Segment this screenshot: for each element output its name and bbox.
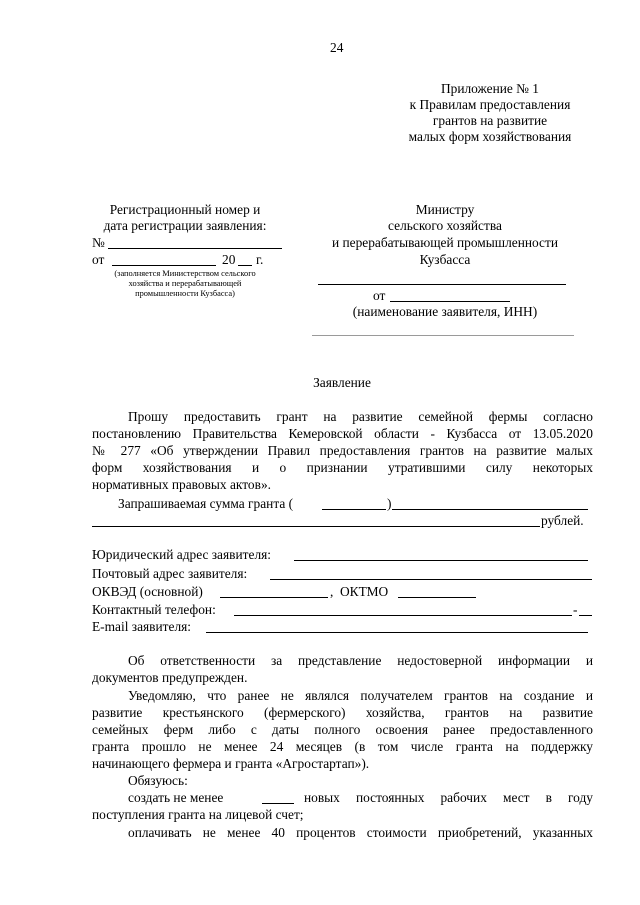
- reg-note-2: хозяйства и перерабатывающей: [128, 279, 242, 288]
- reg-line-2: дата регистрации заявления:: [103, 218, 267, 233]
- p1-line-2: постановлению Правительства Кемеровской области - Кузбасса от 13.05.2020: [92, 426, 593, 441]
- reg-date-line: [112, 265, 216, 266]
- grant-amount-words-line: [392, 509, 588, 510]
- addressee-line-2: сельского хозяйства: [388, 218, 502, 233]
- postal-address-line: [270, 579, 592, 580]
- reg-line-1: Регистрационный номер и: [109, 202, 261, 217]
- email-label: E-mail заявителя:: [92, 619, 192, 634]
- applicant-from-label: от: [373, 288, 386, 303]
- obligation-1-jobs-line: [262, 803, 294, 804]
- obligation-2-line-1: оплачивать не менее 40 процентов стоимости приобретений, указанных: [128, 825, 593, 840]
- oktmo-label: ОКТМО: [340, 584, 389, 599]
- okved-label: ОКВЭД (основной): [92, 584, 203, 599]
- reg-note-3: промышленности Кузбасса): [135, 289, 235, 298]
- grant-amount-digits-line: [322, 509, 386, 510]
- legal-address-line: [294, 560, 588, 561]
- okved-line: [220, 597, 328, 598]
- reg-note-1: (заполняется Министерством сельского: [114, 269, 256, 278]
- notify-line-3: семейных ферм либо с даты полного освоения ранее предоставленного: [92, 722, 593, 737]
- reg-number-line: [108, 248, 282, 249]
- reg-year-suffix: г.: [256, 252, 264, 267]
- phone-line: [234, 615, 572, 616]
- appendix-line-1: Приложение № 1: [440, 81, 540, 96]
- appendix-line-4: малых форм хозяйствования: [408, 129, 572, 144]
- obligations-title: Обязуюсь:: [128, 773, 188, 788]
- obligation-1-last: поступления гранта на лицевой счет;: [92, 807, 304, 822]
- responsibility-line-2: документов предупрежден.: [92, 670, 248, 685]
- appendix-line-3: грантов на развитие: [432, 113, 548, 128]
- rubles-label: рублей.: [541, 513, 584, 528]
- oktmo-line: [398, 597, 476, 598]
- applicant-extra-line: [312, 335, 574, 336]
- p1-line-5: нормативных правовых актов».: [92, 477, 271, 492]
- obligation-1-start: создать не менее: [128, 790, 224, 805]
- phone-dash: -: [573, 602, 578, 617]
- obligation-1-end: новых постоянных рабочих мест в году: [304, 790, 593, 805]
- notify-line-2: развитие крестьянского (фермерского) хозяйства, грантов на развитие: [92, 705, 593, 720]
- notify-line-5: начинающего фермера и гранта «Агростартап»).: [92, 756, 370, 771]
- applicant-line: [318, 284, 566, 285]
- page-number: 24: [330, 40, 344, 55]
- phone-label: Контактный телефон:: [92, 602, 216, 617]
- applicant-from-line: [390, 301, 510, 302]
- p1-line-4: форм хозяйствования и о признании утратившими силу некоторых: [92, 460, 593, 475]
- responsibility-line-1: Об ответственности за представление недостоверной информации и: [128, 653, 593, 668]
- legal-address-label: Юридический адрес заявителя:: [92, 547, 272, 562]
- grant-amount-close: ): [387, 496, 392, 511]
- phone-ext-line: [579, 615, 592, 616]
- reg-number-label: №: [92, 235, 105, 250]
- addressee-line-1: Министру: [415, 202, 475, 217]
- notify-line-1: Уведомляю, что ранее не являлся получателем грантов на создание и: [128, 688, 593, 703]
- addressee-line-4: Кузбасса: [419, 252, 471, 267]
- p1-line-3: № 277 «Об утверждении Правил предоставления грантов на развитие малых: [92, 443, 593, 458]
- addressee-line-3: и перерабатывающей промышленности: [331, 235, 559, 250]
- document-title: Заявление: [313, 375, 371, 390]
- reg-year-label: 20: [222, 252, 236, 267]
- p1-line-1: Прошу предоставить грант на развитие семейной фермы согласно: [128, 409, 593, 424]
- notify-line-4: гранта прошло не менее 24 месяцев (в том числе гранта на поддержку: [92, 739, 593, 754]
- okved-comma: ,: [330, 584, 334, 599]
- applicant-note: (наименование заявителя, ИНН): [352, 304, 538, 319]
- appendix-line-2: к Правилам предоставления: [409, 97, 571, 112]
- grant-amount-words-line-2: [92, 526, 540, 527]
- reg-date-label: от: [92, 252, 105, 267]
- grant-amount-label: Запрашиваемая сумма гранта (: [118, 496, 294, 511]
- reg-year-line: [238, 265, 252, 266]
- postal-address-label: Почтовый адрес заявителя:: [92, 566, 248, 581]
- email-line: [206, 632, 588, 633]
